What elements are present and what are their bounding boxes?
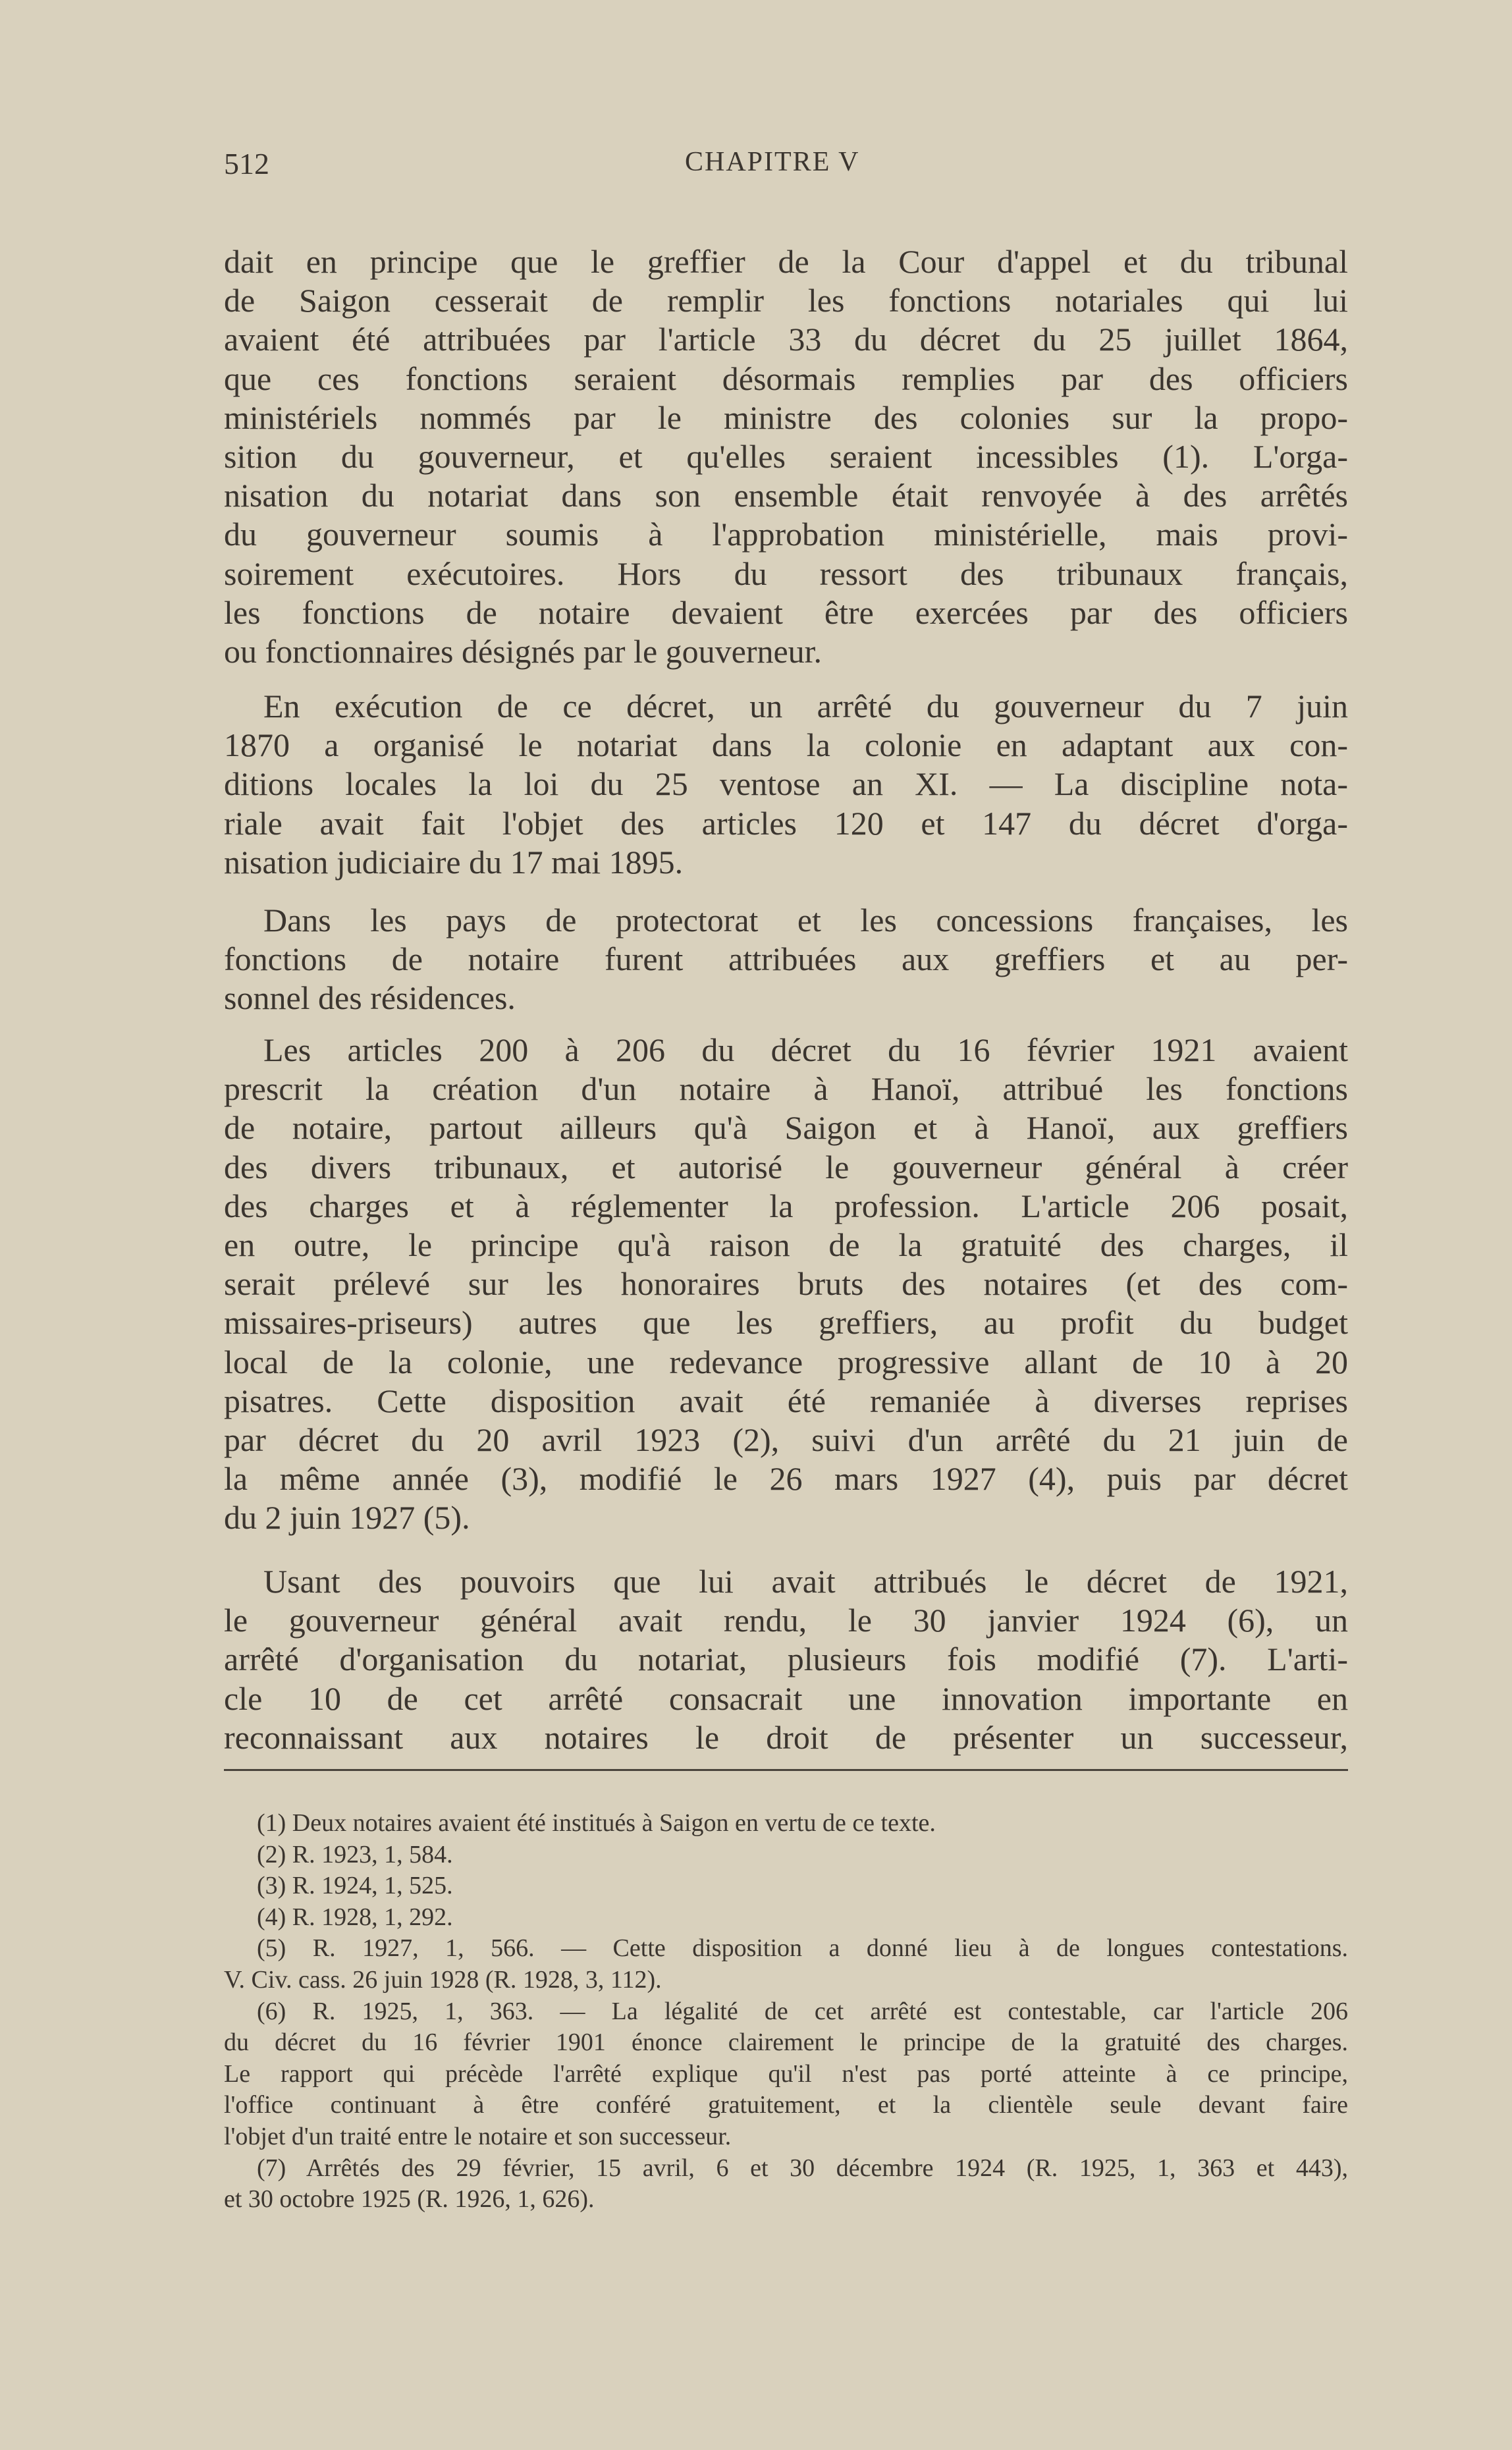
text-line: pisatres. Cette disposition avait été remaniée à diverses reprises <box>224 1382 1348 1419</box>
text-line: missaires-priseurs) autres que les greffiers, au profit du budget <box>224 1304 1348 1342</box>
text-line: du 2 juin 1927 (5). <box>224 1499 470 1537</box>
footnote-line: (4) R. 1928, 1, 292. <box>257 1903 453 1931</box>
footnote-line: (7) Arrêtés des 29 février, 15 avril, 6 et 30 décembre 1924 (R. 1925, 1, 363 et 443), <box>257 2154 1348 2182</box>
text-line: les fonctions de notaire devaient être exercées par des officiers <box>224 593 1348 631</box>
text-line: reconnaissant aux notaires le droit de présenter un successeur, <box>224 1718 1348 1756</box>
footnote-line: et 30 octobre 1925 (R. 1926, 1, 626). <box>224 2185 595 2214</box>
text-line: la même année (3), modifié le 26 mars 1927 (4), puis par décret <box>224 1460 1348 1498</box>
footnotes <box>224 1808 1348 2216</box>
footnote-line: l'office continuant à être conféré gratuitement, et la clientèle seule devant faire <box>224 2091 1348 2119</box>
text-line: Les articles 200 à 206 du décret du 16 février 1921 avaient <box>263 1031 1348 1068</box>
text-line: local de la colonie, une redevance progressive allant de 10 à 20 <box>224 1343 1348 1380</box>
paragraph <box>224 1031 1348 1537</box>
paragraph <box>224 901 1348 1018</box>
text-line: ministériels nommés par le ministre des colonies sur la propo- <box>224 398 1348 436</box>
text-line: dait en principe que le greffier de la Cour d'appel et du tribunal <box>224 243 1348 280</box>
text-line: sonnel des résidences. <box>224 979 516 1017</box>
footnote-line: (5) R. 1927, 1, 566. — Cette disposition a donné lieu à de longues contestations. <box>257 1934 1348 1963</box>
text-line: prescrit la création d'un notaire à Hanoï, attribué les fonctions <box>224 1070 1348 1108</box>
paragraph <box>224 1562 1348 1757</box>
text-line: nisation du notariat dans son ensemble était renvoyée à des arrêtés <box>224 477 1348 514</box>
text-line: fonctions de notaire furent attribuées aux greffiers et au per- <box>224 940 1348 978</box>
footnote-separator <box>224 1769 1348 1771</box>
text-line: nisation judiciaire du 17 mai 1895. <box>224 843 684 881</box>
text-line: cle 10 de cet arrêté consacrait une innovation importante en <box>224 1679 1348 1717</box>
text-line: en outre, le principe qu'à raison de la gratuité des charges, il <box>224 1226 1348 1263</box>
footnote-line: (3) R. 1924, 1, 525. <box>257 1872 453 1900</box>
page-number: 512 <box>224 147 269 180</box>
text-line: soirement exécutoires. Hors du ressort des tribunaux français, <box>224 555 1348 592</box>
footnote-line: du décret du 16 février 1901 énonce clairement le principe de la gratuité des charges. <box>224 2028 1348 2057</box>
text-line: serait prélevé sur les honoraires bruts des notaires (et des com- <box>224 1265 1348 1303</box>
text-line: Usant des pouvoirs que lui avait attribués le décret de 1921, <box>263 1563 1348 1600</box>
text-line: En exécution de ce décret, un arrêté du gouverneur du 7 juin <box>263 688 1348 724</box>
text-line: ou fonctionnaires désignés par le gouverneur. <box>224 632 823 670</box>
footnote-line: l'objet d'un traité entre le notaire et son successeur. <box>224 2122 732 2150</box>
text-line: avaient été attribuées par l'article 33 du décret du 25 juillet 1864, <box>224 321 1348 358</box>
text-line: 1870 a organisé le notariat dans la colonie en adaptant aux con- <box>224 726 1348 764</box>
footnote-line: Le rapport qui précède l'arrêté explique qu'il n'est pas porté atteinte à ce principe, <box>224 2059 1348 2088</box>
footnote-line: (2) R. 1923, 1, 584. <box>257 1840 453 1868</box>
text-line: sition du gouverneur, et qu'elles seraient incessibles (1). L'orga- <box>224 437 1348 475</box>
running-header: CHAPITRE V <box>685 147 860 177</box>
text-line: de Saigon cesserait de remplir les fonctions notariales qui lui <box>224 282 1348 319</box>
paragraph <box>224 242 1348 671</box>
text-line: arrêté d'organisation du notariat, plusieurs fois modifié (7). L'arti- <box>224 1641 1348 1678</box>
text-line: Dans les pays de protectorat et les concessions françaises, les <box>263 902 1348 939</box>
text-line: riale avait fait l'objet des articles 120 et 147 du décret d'orga- <box>224 804 1348 842</box>
text-line: que ces fonctions seraient désormais remplies par des officiers <box>224 360 1348 397</box>
text-line: des charges et à réglementer la profession. L'article 206 posait, <box>224 1187 1348 1224</box>
text-line: des divers tribunaux, et autorisé le gouverneur général à créer <box>224 1148 1348 1185</box>
text-line: le gouverneur général avait rendu, le 30 janvier 1924 (6), un <box>224 1602 1348 1639</box>
footnote-line: V. Civ. cass. 26 juin 1928 (R. 1928, 3, 112). <box>224 1965 662 1994</box>
footnote-line: (6) R. 1925, 1, 363. — La légalité de cet arrêté est contestable, car l'article 206 <box>257 1997 1348 2025</box>
footnote-line: (1) Deux notaires avaient été institués à Saigon en vertu de ce texte. <box>257 1809 936 1837</box>
text-line: par décret du 20 avril 1923 (2), suivi d'un arrêté du 21 juin de <box>224 1421 1348 1458</box>
text-line: du gouverneur soumis à l'approbation ministérielle, mais provi- <box>224 516 1348 553</box>
paragraph <box>224 687 1348 882</box>
text-line: de notaire, partout ailleurs qu'à Saigon et à Hanoï, aux greffiers <box>224 1109 1348 1147</box>
text-line: ditions locales la loi du 25 ventose an XI. — La discipline nota- <box>224 765 1348 803</box>
